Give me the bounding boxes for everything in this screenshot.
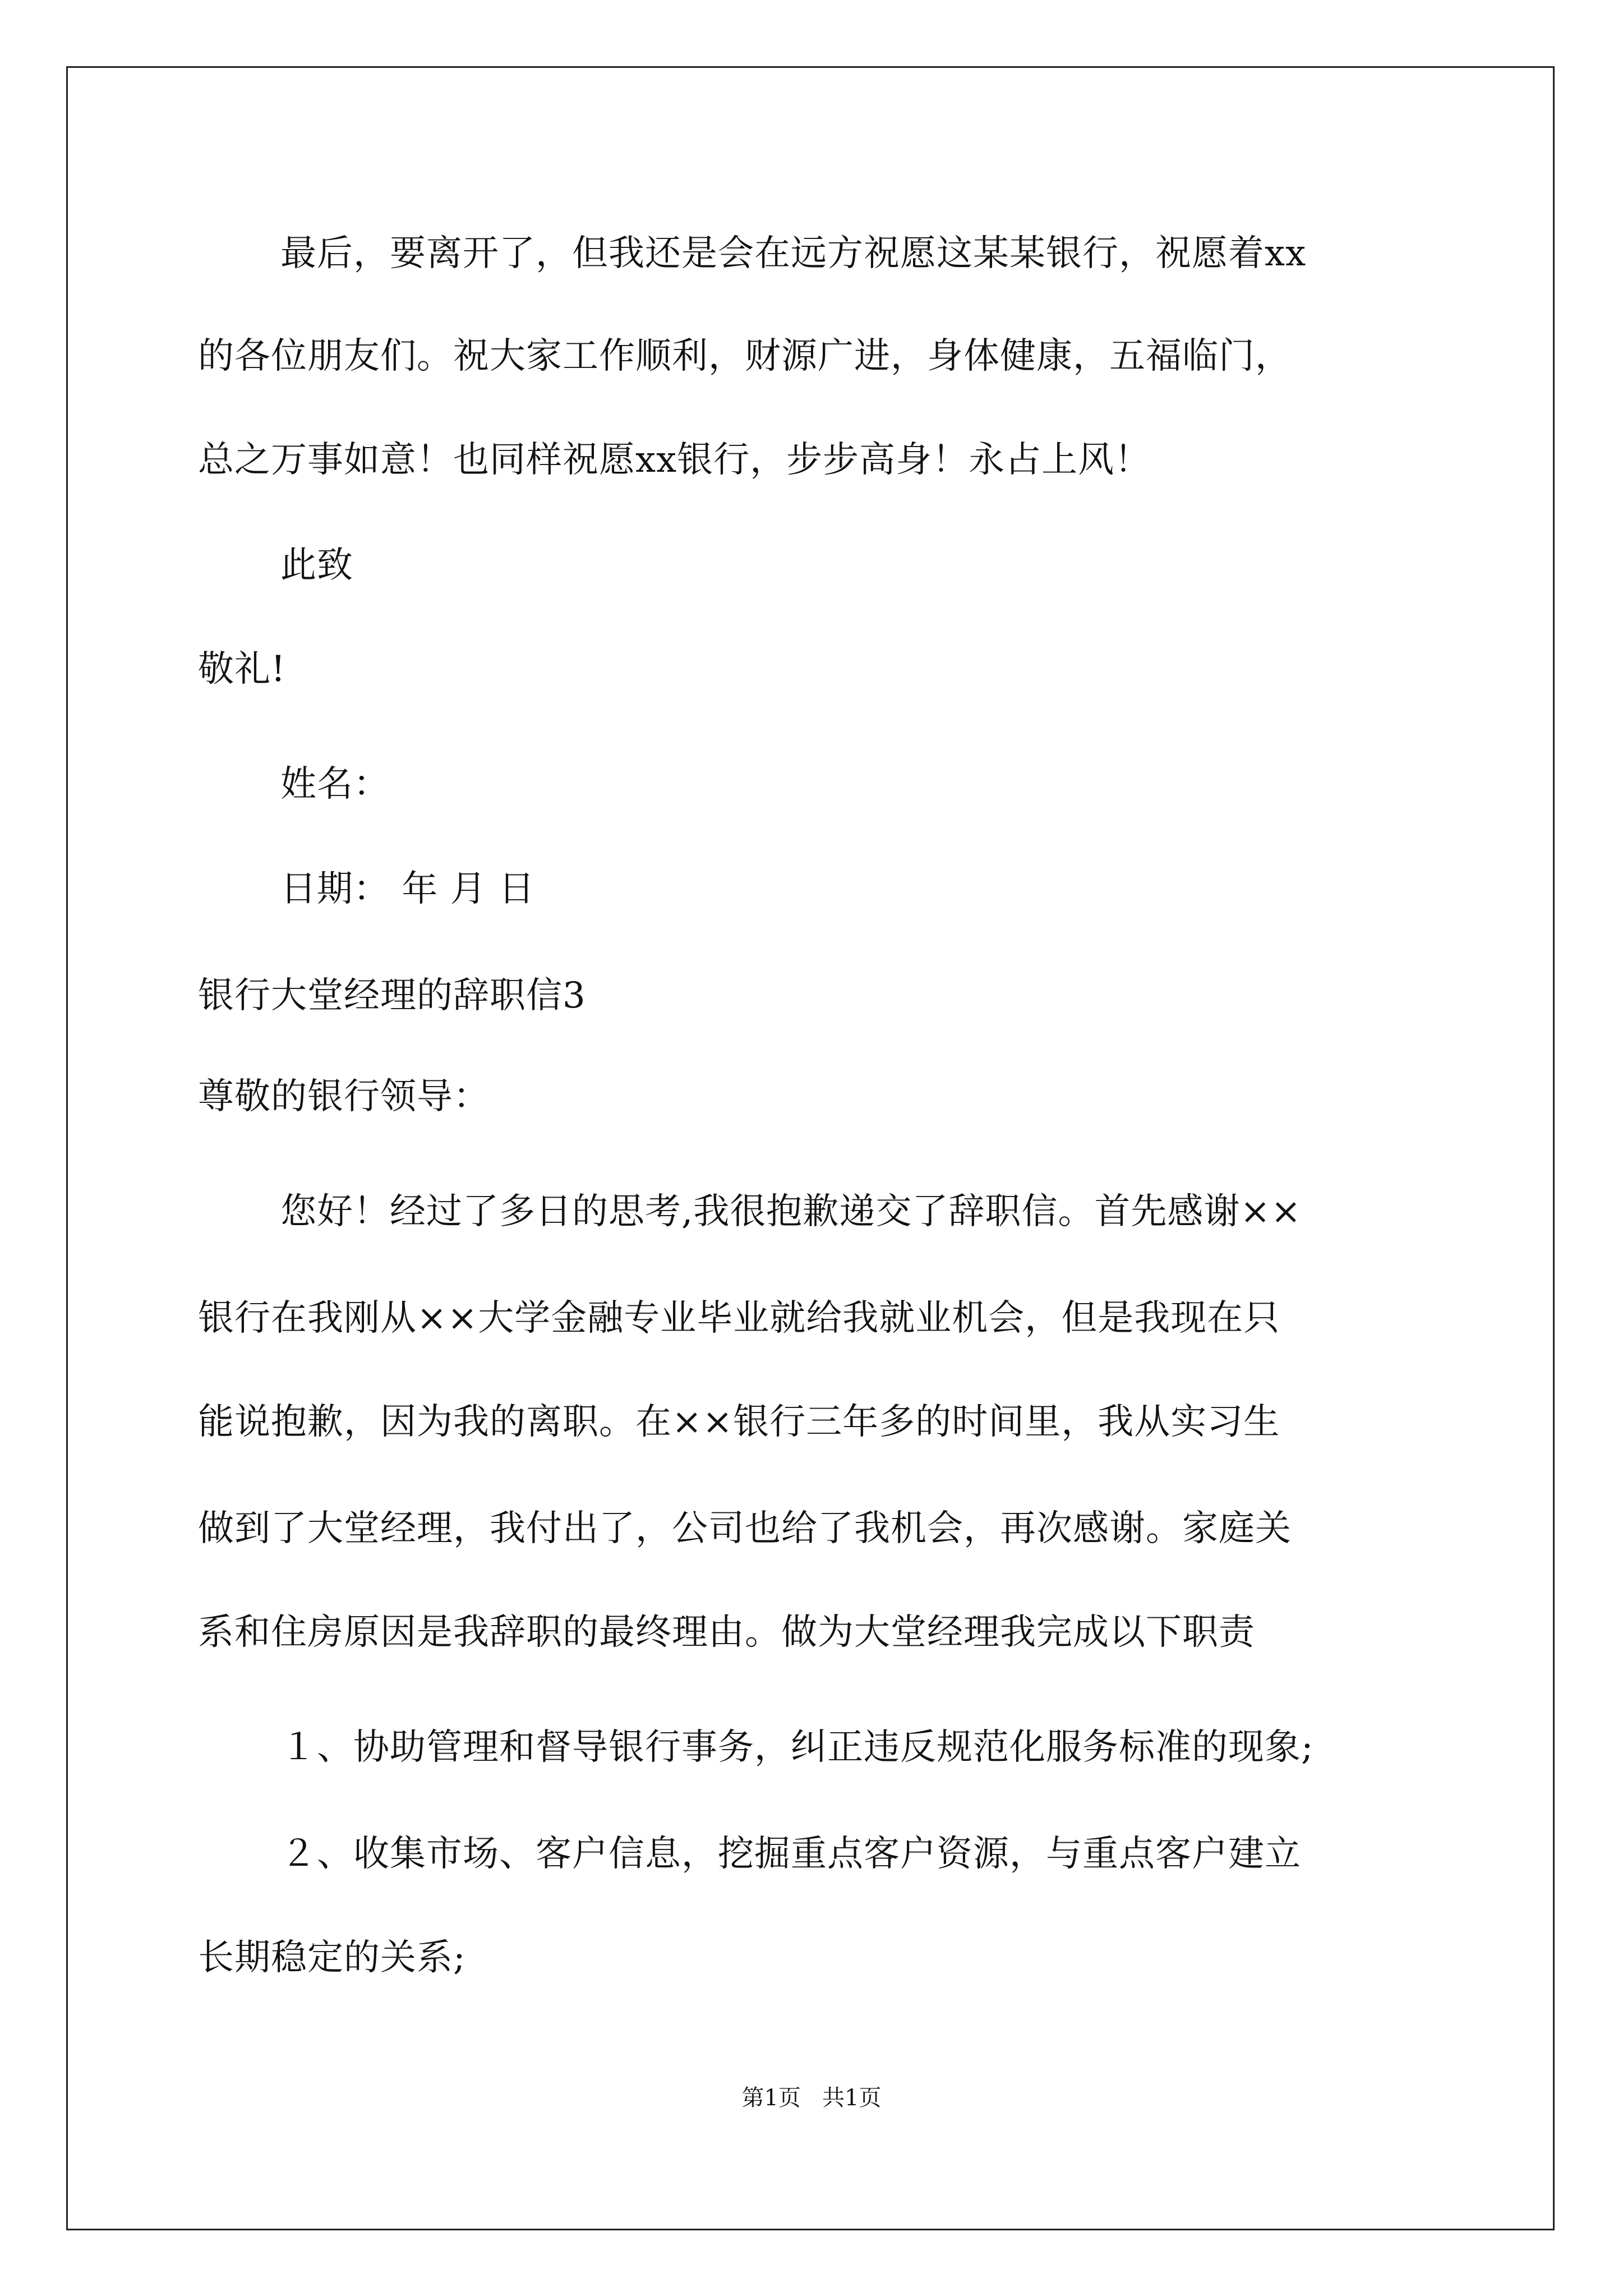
paragraph-line: 银行在我刚从××大学金融专业毕业就给我就业机会，但是我现在只: [198, 1297, 1280, 1339]
paragraph-line: 能说抱歉，因为我的离职。在××银行三年多的时间里，我从实习生: [198, 1401, 1280, 1443]
section-title: 银行大堂经理的辞职信3: [198, 975, 586, 1016]
closing-phrase: 此致: [280, 545, 353, 586]
letter-greeting: 尊敬的银行领导：: [198, 1076, 490, 1117]
page-border: [66, 66, 1555, 2230]
duty-item: １、协助管理和督导银行事务，纠正违反规范化服务标准的现象;: [280, 1727, 1314, 1768]
paragraph-line: 最后，要离开了，但我还是会在远方祝愿这某某银行，祝愿着xx: [280, 233, 1307, 274]
paragraph-line: 的各位朋友们。祝大家工作顺利，财源广进，身体健康，五福临门，: [198, 335, 1292, 377]
name-field-label: 姓名：: [280, 763, 390, 805]
duty-item-continuation: 长期稳定的关系;: [198, 1937, 466, 1978]
paragraph-line: 您好！经过了多日的思考,我很抱歉递交了辞职信。首先感谢××: [280, 1191, 1302, 1232]
page-number-footer: 第1页 共1页: [741, 2085, 882, 2111]
paragraph-line: 总之万事如意！也同样祝愿xx银行，步步高身！永占上风！: [198, 439, 1151, 481]
date-field-label: 日期： 年 月 日: [280, 868, 536, 910]
paragraph-line: 做到了大堂经理，我付出了，公司也给了我机会，再次感谢。家庭关: [198, 1508, 1292, 1549]
duty-item: ２、收集市场、客户信息，挖掘重点客户资源，与重点客户建立: [280, 1833, 1301, 1875]
paragraph-line: 系和住房原因是我辞职的最终理由。做为大堂经理我完成以下职责: [198, 1612, 1255, 1653]
salutation-closing: 敬礼!: [198, 648, 286, 690]
